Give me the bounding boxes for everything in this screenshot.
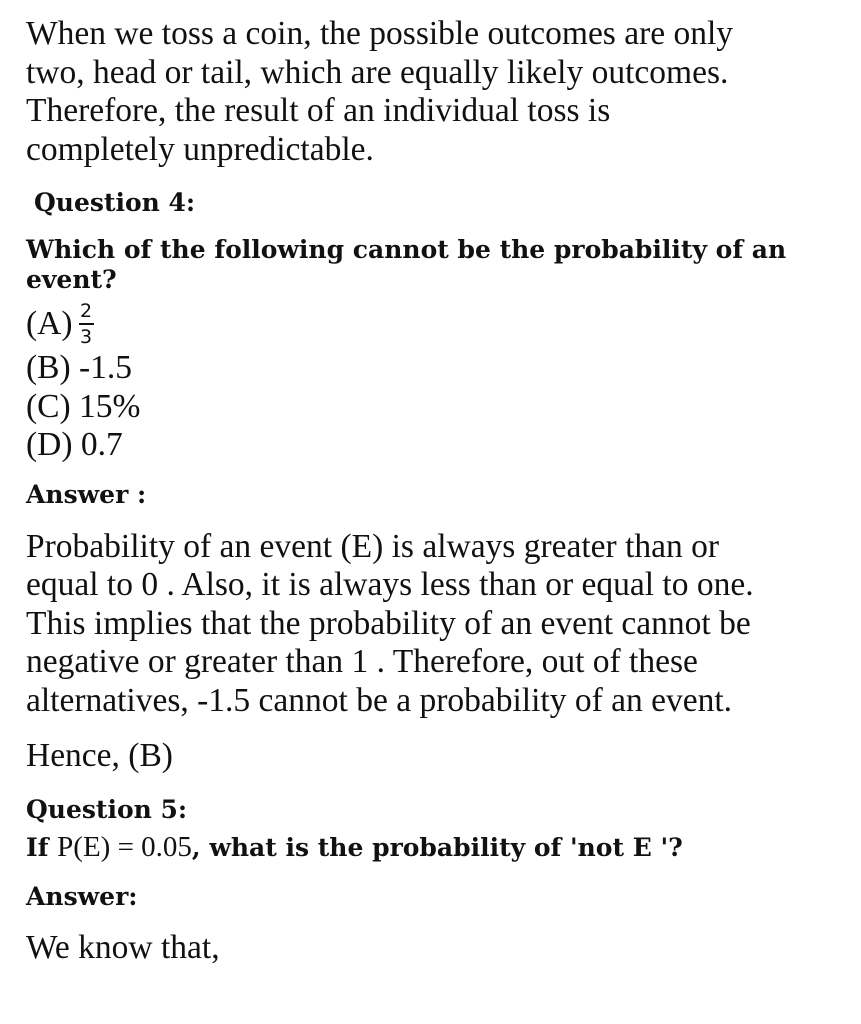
intro-paragraph [26, 15, 841, 169]
question-4-answer [26, 528, 841, 721]
answer-line: This implies that the probability of an event cannot be [26, 604, 751, 642]
question-4-text [26, 235, 841, 295]
question-5-text [26, 832, 841, 863]
question-5-prefix: If [26, 832, 58, 862]
question-4-line: Which of the following cannot be the probability of an [26, 235, 787, 264]
question-4-conclusion: Hence, (B) [26, 737, 173, 774]
intro-line: Therefore, the result of an individual toss is [26, 92, 611, 129]
question-5-answer-heading: Answer: [26, 881, 138, 911]
intro-line: completely unpredictable. [26, 130, 374, 168]
answer-line: equal to 0 . Also, it is always less than or equal to one. [26, 566, 754, 603]
question-5-answer-start: We know that, [26, 928, 220, 966]
option-b: (B) -1.5 [26, 349, 133, 386]
option-d: (D) 0.7 [26, 426, 123, 463]
option-a [26, 299, 841, 349]
option-c: (C) 15% [26, 387, 141, 425]
document-page [26, 12, 841, 967]
fraction-denominator: 3 [79, 325, 93, 348]
answer-line: alternatives, -1.5 cannot be a probability of an event. [26, 681, 733, 719]
intro-line: When we toss a coin, the possible outcomes are only [26, 15, 734, 52]
question-4-line: event? [26, 265, 117, 294]
question-4-heading: Question 4: [34, 188, 196, 217]
question-5-suffix: , what is the probability of 'not E '? [191, 832, 683, 862]
answer-line: Probability of an event (E) is always greater than or [26, 527, 720, 565]
fraction-two-thirds [79, 301, 94, 347]
fraction-bar [79, 323, 94, 325]
answer-line: negative or greater than 1 . Therefore, out of these [26, 643, 698, 680]
intro-line: two, head or tail, which are equally likely outcomes. [26, 53, 729, 91]
question-5-math: P(E) = 0.05 [57, 830, 192, 863]
option-a-label: (A) [26, 304, 73, 342]
question-4-answer-heading: Answer : [26, 479, 147, 509]
question-4-options [26, 299, 841, 465]
fraction-numerator: 2 [79, 300, 93, 323]
question-5-heading: Question 5: [26, 794, 188, 824]
